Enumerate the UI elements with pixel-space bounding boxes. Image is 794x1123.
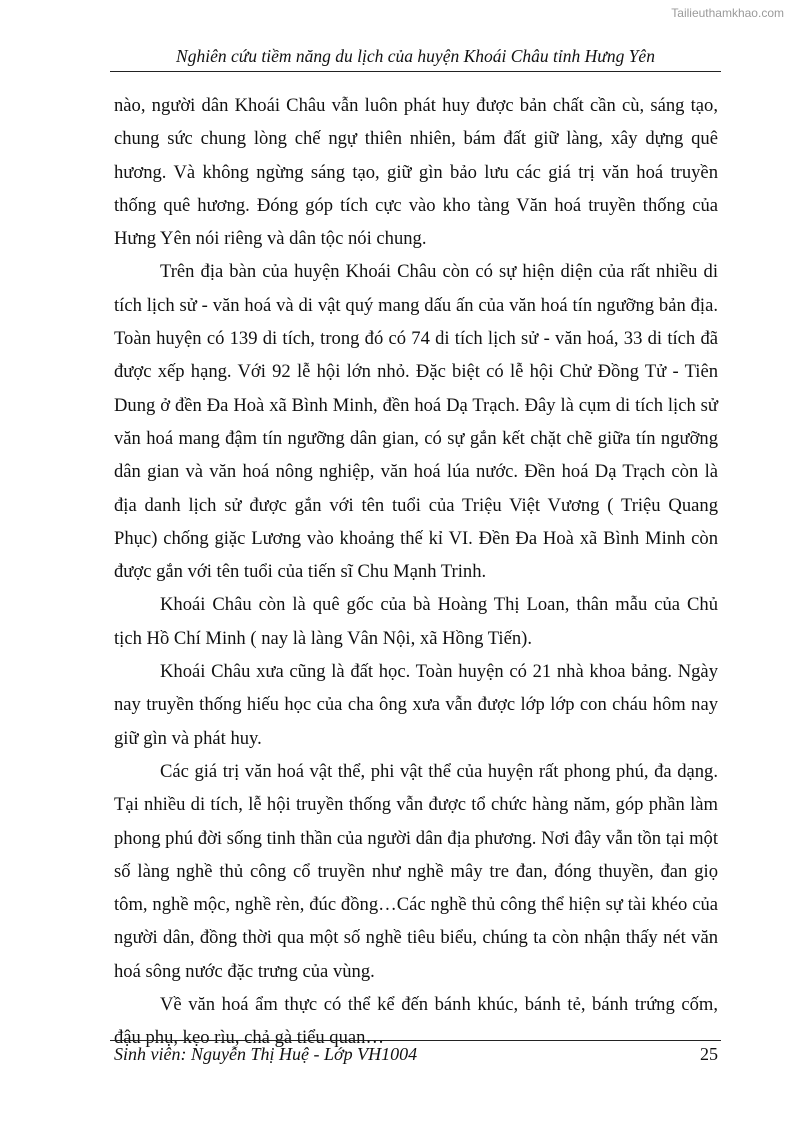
- footer-author: Sinh viên: Nguyễn Thị Huệ - Lớp VH1004: [114, 1044, 418, 1064]
- document-body: [114, 89, 718, 1055]
- running-header: Nghiên cứu tiềm năng du lịch của huyện Khoái Châu tỉnh Hưng Yên: [176, 46, 655, 66]
- footer-divider: [110, 1040, 721, 1041]
- header-divider: [110, 71, 721, 72]
- paragraph: Khoái Châu xưa cũng là đất học. Toàn huyện có 21 nhà khoa bảng. Ngày nay truyền thống hiếu học của cha ông xưa vẫn được lớp lớp con cháu hôm nay giữ gìn và phát huy.: [114, 661, 718, 749]
- paragraph: Về văn hoá ẩm thực có thể kể đến bánh khúc, bánh tẻ, bánh trứng cốm, đậu phụ, kẹo rìu, chả gà tiểu quan…: [114, 994, 718, 1049]
- paragraph: Khoái Châu còn là quê gốc của bà Hoàng Thị Loan, thân mẫu của Chủ tịch Hồ Chí Minh ( nay là làng Vân Nội, xã Hồng Tiến).: [114, 594, 718, 649]
- paragraph: Trên địa bàn của huyện Khoái Châu còn có sự hiện diện của rất nhiều di tích lịch sử - văn hoá và di vật quý mang dấu ấn của văn hoá tín ngưỡng bản địa. Toàn huyện có 139 di tích, trong đó có 74 di tích lịch sử - văn hoá, 33 di tích đã được xếp hạng. Với 92 lễ hội lớn nhỏ. Đặc biệt có lễ hội Chử Đồng Tử - Tiên Dung ở đền Đa Hoà xã Bình Minh, đền hoá Dạ Trạch. Đây là cụm di tích lịch sử văn hoá mang đậm tín ngưỡng dân gian, có sự gắn kết chặt chẽ giữa tín ngưỡng dân gian và văn hoá nông nghiệp, văn hoá lúa nước. Đền hoá Dạ Trạch còn là địa danh lịch sử được gắn với tên tuổi của Triệu Việt Vương ( Triệu Quang Phục) chống giặc Lương vào khoảng thế kỉ VI. Đền Đa Hoà xã Bình Minh còn được gắn với tên tuổi của tiến sĩ Chu Mạnh Trinh.: [114, 261, 718, 583]
- page-number: 25: [700, 1044, 718, 1064]
- watermark: Tailieuthamkhao.com: [671, 6, 784, 20]
- paragraph-continuation: nào, người dân Khoái Châu vẫn luôn phát huy được bản chất cần cù, sáng tạo, chung sức chung lòng chế ngự thiên nhiên, bám đất giữ làng, xây dựng quê hương. Và không ngừng sáng tạo, giữ gìn bảo lưu các giá trị văn hoá truyền thống quê hương. Đóng góp tích cực vào kho tàng Văn hoá truyền thống của Hưng Yên nói riêng và dân tộc nói chung.: [114, 95, 718, 250]
- paragraph: Các giá trị văn hoá vật thể, phi vật thể của huyện rất phong phú, đa dạng. Tại nhiều di tích, lễ hội truyền thống vẫn được tổ chức hàng năm, góp phần làm phong phú đời sống tinh thần của người dân địa phương. Nơi đây vẫn tồn tại một số làng nghề thủ công cổ truyền như nghề mây tre đan, đóng thuyền, đan giọ tôm, nghề mộc, nghề rèn, đúc đồng…Các nghề thủ công thể hiện sự tài khéo của người dân, đồng thời qua một số nghề tiêu biểu, chúng ta còn nhận thấy nét văn hoá sông nước đặc trưng của vùng.: [114, 760, 718, 982]
